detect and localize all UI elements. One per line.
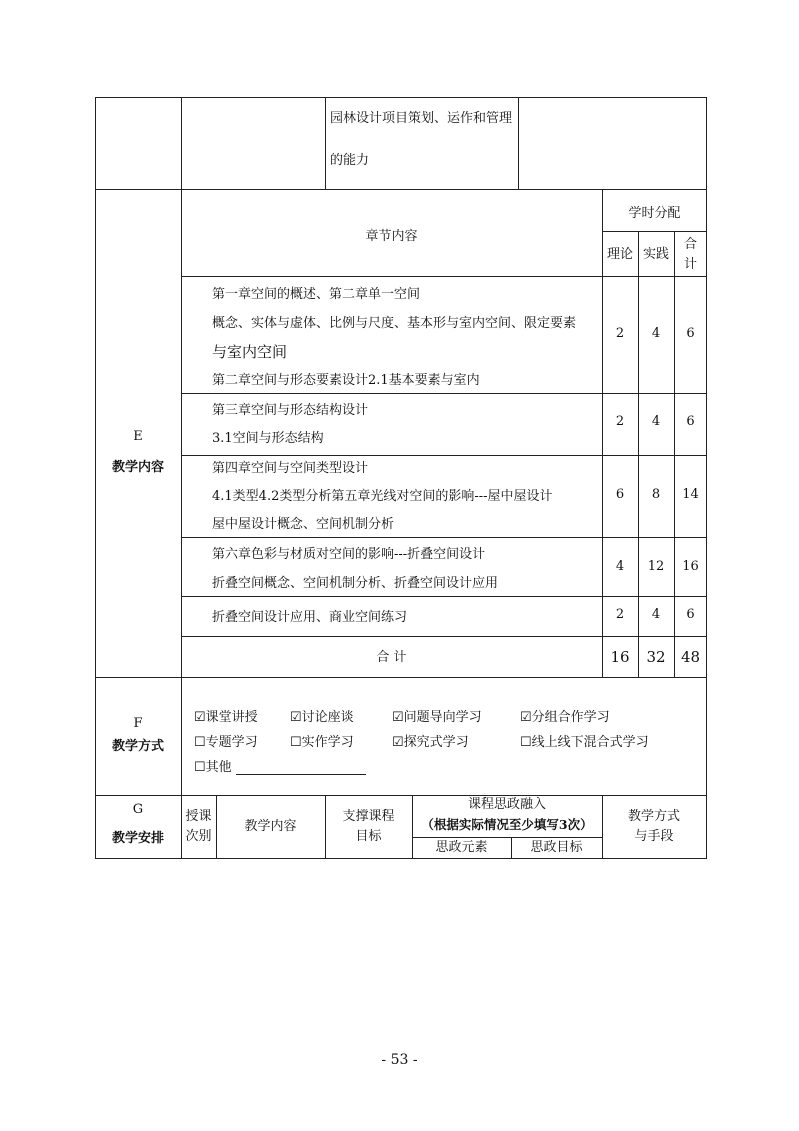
checkbox-mark: ☑ [392, 735, 404, 750]
header-theory: 理论 [606, 247, 633, 262]
row-text: 第三章空间与形态结构设计 [212, 403, 369, 418]
row-total: 16 [682, 559, 699, 574]
checkbox-inquiry[interactable] [392, 735, 469, 751]
row-text: 第四章空间与空间类型设计 [212, 461, 369, 476]
header-content: 章节内容 [365, 229, 418, 244]
header-practice: 实践 [642, 247, 669, 262]
checkbox-mark: ☐ [520, 735, 532, 750]
section-f-label: 教学方式 [111, 739, 164, 754]
row-theory: 2 [615, 607, 625, 622]
section-e-label: 教学内容 [111, 460, 164, 475]
row-text: 4.1类型4.2类型分析第五章光线对空间的影响---屋中屋设计 [212, 489, 553, 504]
checkbox-label: 讨论座谈 [301, 710, 354, 725]
checkbox-label: 探究式学习 [403, 735, 469, 750]
col-element: 思政元素 [435, 840, 488, 855]
checkbox-mark: ☑ [392, 710, 404, 725]
checkbox-other[interactable] [194, 760, 232, 776]
page-number: - 53 - [381, 1052, 418, 1068]
checkbox-mark: ☐ [194, 760, 206, 775]
row-text: 屋中屋设计概念、空间机制分析 [212, 517, 395, 532]
checkbox-problem-based[interactable] [392, 710, 482, 726]
row-total: 6 [686, 326, 695, 341]
row-theory: 6 [615, 487, 625, 502]
row-text: 与室内空间 [212, 343, 288, 361]
row-theory: 2 [615, 414, 625, 429]
row-total: 14 [682, 487, 699, 502]
checkbox-label: 其他 [205, 760, 232, 775]
checkbox-topic-study[interactable] [194, 735, 258, 751]
header-total-b: 计 [683, 257, 697, 272]
row-text: 折叠空间概念、空间机制分析、折叠空间设计应用 [212, 576, 499, 591]
row-total: 6 [686, 607, 695, 622]
checkbox-mark: ☐ [194, 735, 206, 750]
checkbox-label: 分组合作学习 [531, 710, 610, 725]
col-ideology-a: 课程思政融入 [467, 797, 546, 812]
sum-theory: 16 [610, 648, 630, 666]
checkbox-label: 课堂讲授 [205, 710, 258, 725]
row-practice: 4 [651, 414, 661, 429]
col-session-b: 次别 [185, 829, 212, 844]
sum-total: 48 [680, 648, 701, 666]
checkbox-group-work[interactable] [520, 710, 610, 726]
checkbox-discussion[interactable] [290, 710, 354, 726]
checkbox-label: 专题学习 [205, 735, 258, 750]
col-target: 思政目标 [530, 840, 583, 855]
top-text-line-2: 的能力 [330, 153, 370, 168]
row-text: 第六章色彩与材质对空间的影响---折叠空间设计 [212, 547, 486, 562]
section-e-code: E [133, 429, 143, 444]
row-theory: 2 [615, 326, 625, 341]
row-text: 概念、实体与虚体、比例与尺度、基本形与室内空间、限定要素 [212, 316, 577, 331]
col-goal-a: 支撑课程 [342, 809, 395, 824]
sum-label: 合 计 [376, 650, 407, 665]
checkbox-label: 线上线下混合式学习 [531, 735, 649, 750]
col-method-a: 教学方式 [627, 809, 680, 824]
checkbox-mark: ☐ [290, 735, 302, 750]
checkbox-mark: ☑ [290, 710, 302, 725]
row-practice: 4 [651, 326, 661, 341]
sum-practice: 32 [646, 648, 666, 666]
section-g-label: 教学安排 [111, 831, 164, 846]
checkbox-label: 实作学习 [301, 735, 354, 750]
row-text: 折叠空间设计应用、商业空间练习 [212, 610, 408, 625]
row-theory: 4 [615, 559, 625, 574]
checkbox-label: 问题导向学习 [403, 710, 482, 725]
row-text: 第一章空间的概述、第二章单一空间 [212, 287, 421, 302]
row-practice: 4 [651, 607, 661, 622]
checkbox-blended[interactable] [520, 735, 649, 751]
col-goal-b: 目标 [355, 829, 382, 844]
col-ideology-b: （根据实际情况至少填写3次） [421, 817, 593, 832]
col-content: 教学内容 [244, 819, 297, 834]
header-hours: 学时分配 [628, 206, 681, 221]
row-practice: 12 [647, 559, 665, 574]
other-input-line[interactable] [236, 760, 366, 775]
checkbox-lecture[interactable] [194, 710, 258, 726]
col-session-a: 授课 [185, 809, 212, 824]
row-text: 3.1空间与形态结构 [212, 431, 324, 446]
checkbox-mark: ☑ [520, 710, 532, 725]
section-f-code: F [133, 716, 143, 731]
col-method-b: 与手段 [634, 829, 674, 844]
top-text-line-1: 园林设计项目策划、运作和管理 [330, 111, 513, 126]
row-total: 6 [686, 414, 695, 429]
header-total-a: 合 [683, 237, 697, 252]
section-g-code: G [132, 802, 144, 817]
checkbox-practical[interactable] [290, 735, 354, 751]
checkbox-mark: ☑ [194, 710, 206, 725]
row-practice: 8 [651, 487, 661, 502]
row-text: 第二章空间与形态要素设计2.1基本要素与室内 [212, 373, 480, 388]
